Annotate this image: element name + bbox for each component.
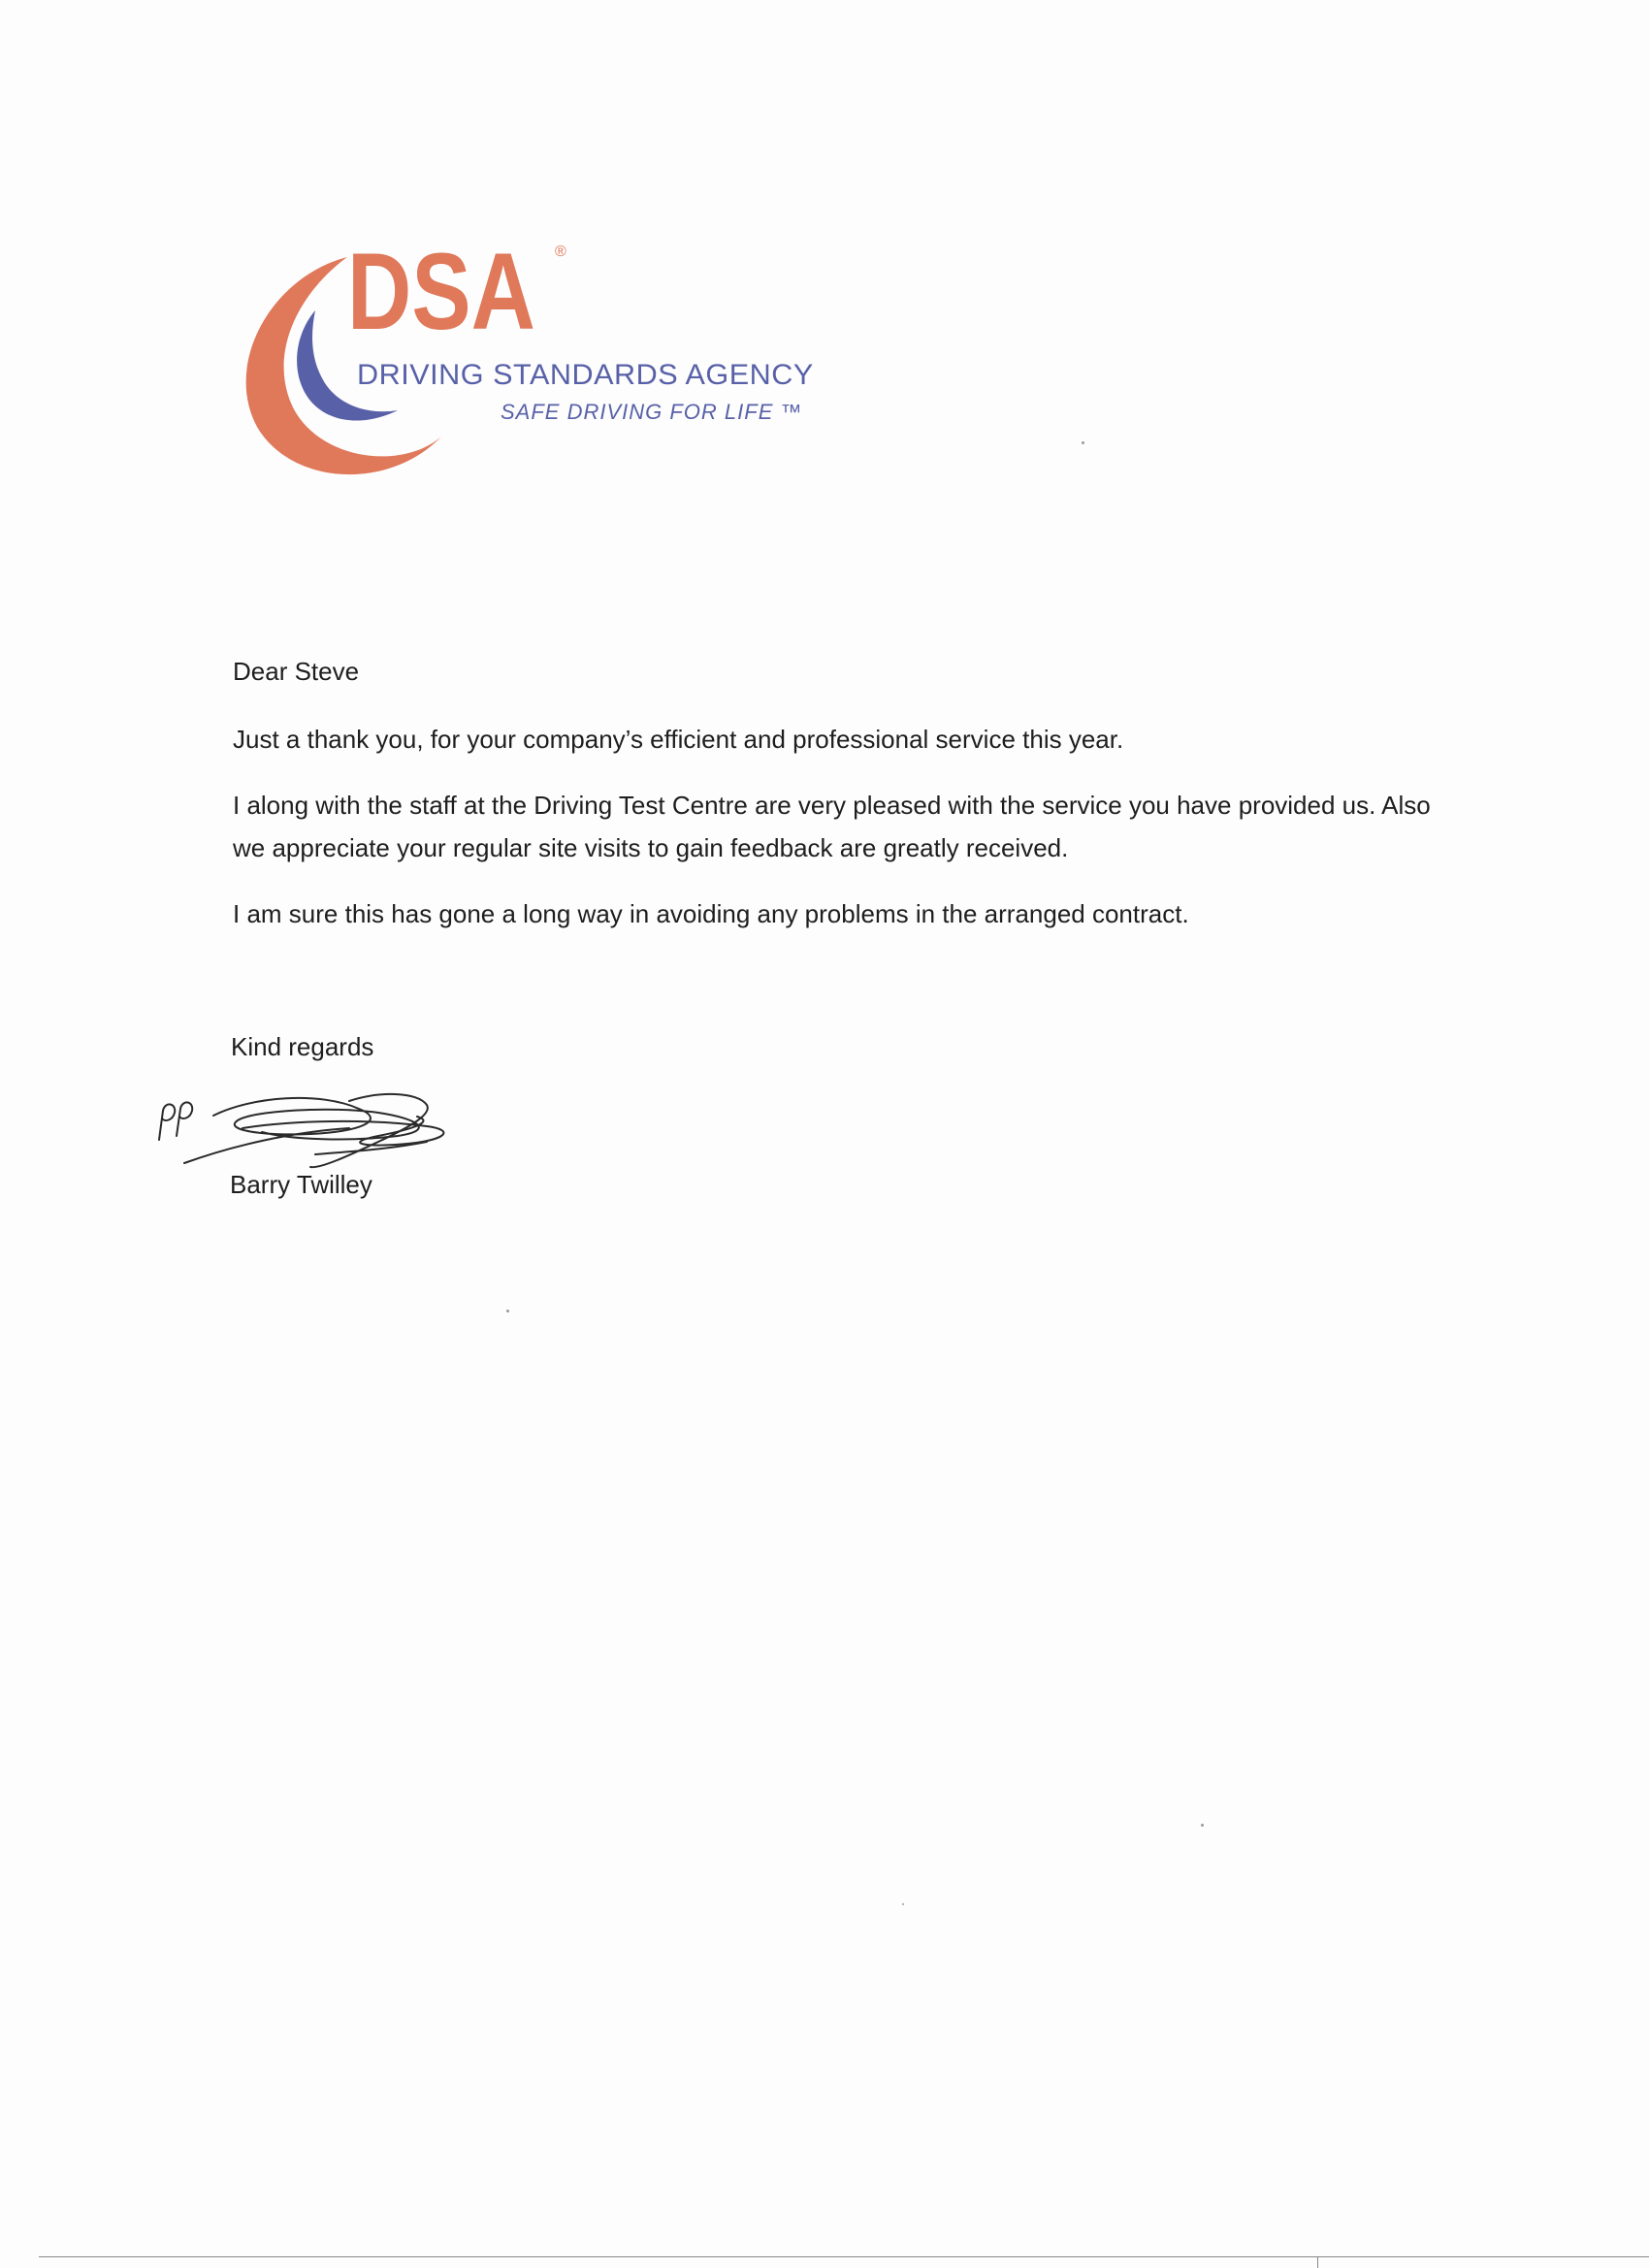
- handwritten-signature: [146, 1062, 475, 1179]
- scan-speck: [902, 1903, 904, 1905]
- paragraph-service: I along with the staff at the Driving Test Centre are very pleased with the service you have provided us. Also we appreciate your regular site visits to gain feedback are greatly received.: [233, 791, 1431, 862]
- bottom-edge-tick: [1317, 2256, 1318, 2268]
- logo-tagline: SAFE DRIVING FOR LIFE ™: [501, 400, 803, 424]
- signer-name: Barry Twilley: [230, 1170, 372, 1199]
- letter-body: [233, 650, 1465, 958]
- logo-agency-name: DRIVING STANDARDS AGENCY: [357, 359, 814, 391]
- logo-letters: DSA: [347, 231, 535, 352]
- closing: Kind regards: [231, 1032, 374, 1061]
- dsa-logo: [233, 231, 834, 490]
- paragraph-contract: I am sure this has gone a long way in avoiding any problems in the arranged contract.: [233, 899, 1189, 928]
- salutation: Dear Steve: [233, 657, 360, 686]
- scan-speck: [1201, 1824, 1204, 1827]
- scan-speck: [1082, 441, 1084, 444]
- bottom-edge-line: [39, 2256, 1649, 2257]
- paragraph-thanks: Just a thank you, for your company’s efficient and professional service this year.: [233, 725, 1124, 754]
- scan-speck: [506, 1310, 509, 1312]
- logo-registered-mark: ®: [555, 243, 566, 260]
